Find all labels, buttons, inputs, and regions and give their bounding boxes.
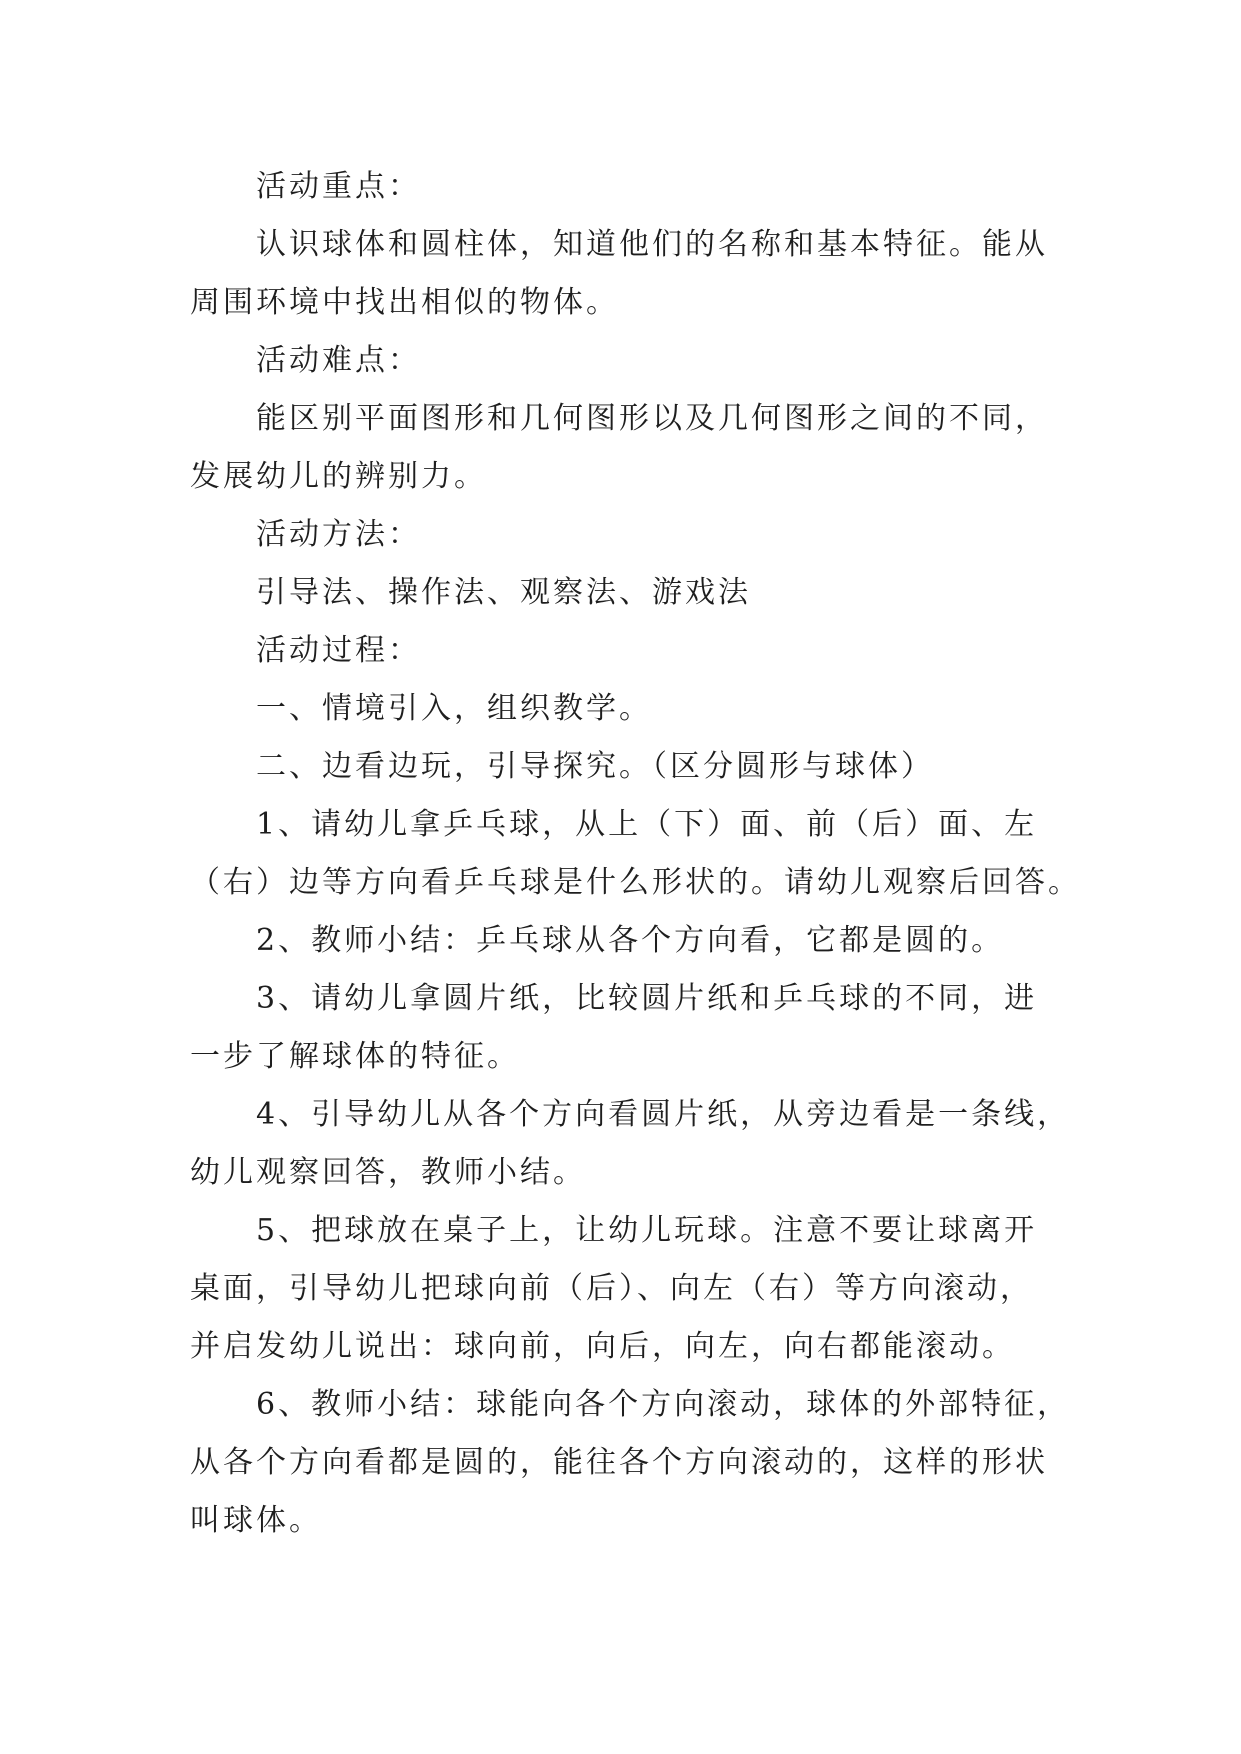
document-body <box>190 158 1081 1550</box>
list-item: 6、教师小结：球能向各个方向滚动，球体的外部特征， <box>256 1387 1071 1422</box>
paragraph-line: 认识球体和圆柱体，知道他们的名称和基本特征。能从 <box>256 227 1048 262</box>
paragraph-line: 引导法、操作法、观察法、游戏法 <box>256 575 751 610</box>
heading-activity-methods: 活动方法： <box>256 517 421 552</box>
list-item: 一、情境引入，组织教学。 <box>256 691 652 726</box>
list-item: 1、请幼儿拿乒乓球，从上（下）面、前（后）面、左 <box>256 807 1038 842</box>
heading-activity-difficulty: 活动难点： <box>256 343 421 378</box>
paragraph-line: 从各个方向看都是圆的，能往各个方向滚动的，这样的形状 <box>190 1445 1048 1480</box>
list-item: 5、把球放在桌子上，让幼儿玩球。注意不要让球离开 <box>256 1213 1038 1248</box>
list-item: 二、边看边玩，引导探究。（区分圆形与球体） <box>256 749 934 784</box>
heading-activity-focus: 活动重点： <box>256 169 421 204</box>
paragraph-line: 能区别平面图形和几何图形以及几何图形之间的不同， <box>256 401 1048 436</box>
paragraph-line: （右）边等方向看乒乓球是什么形状的。请幼儿观察后回答。 <box>190 865 1081 900</box>
list-item: 3、请幼儿拿圆片纸，比较圆片纸和乒乓球的不同，进 <box>256 981 1038 1016</box>
paragraph-line: 并启发幼儿说出：球向前，向后，向左，向右都能滚动。 <box>190 1329 1015 1364</box>
heading-activity-process: 活动过程： <box>256 633 421 668</box>
paragraph-line: 桌面，引导幼儿把球向前（后）、向左（右）等方向滚动， <box>190 1271 1033 1306</box>
paragraph-line: 一步了解球体的特征。 <box>190 1039 520 1074</box>
paragraph-line: 叫球体。 <box>190 1503 322 1538</box>
list-item: 2、教师小结：乒乓球从各个方向看，它都是圆的。 <box>256 923 1005 958</box>
list-item: 4、引导幼儿从各个方向看圆片纸，从旁边看是一条线， <box>256 1097 1071 1132</box>
paragraph-line: 发展幼儿的辨别力。 <box>190 459 487 494</box>
paragraph-line: 幼儿观察回答，教师小结。 <box>190 1155 586 1190</box>
paragraph-line: 周围环境中找出相似的物体。 <box>190 285 619 320</box>
